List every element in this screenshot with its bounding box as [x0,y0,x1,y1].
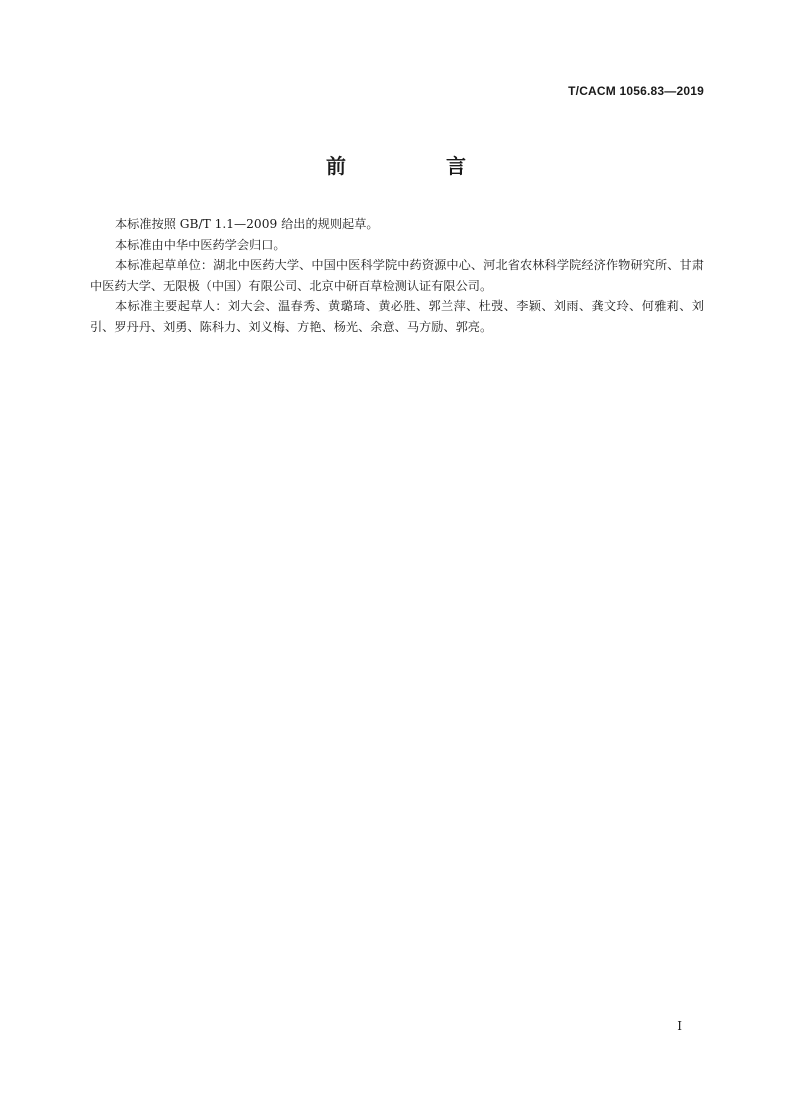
foreword-body [90,214,704,337]
page-number: I [677,1019,682,1033]
paragraph-drafting-rules: 本标准按照 GB/T 1.1—2009 给出的规则起草。 [115,217,379,231]
standard-code: T/CACM 1056.83—2019 [568,84,704,98]
page-title: 前 言 [326,154,506,178]
paragraph-administrator: 本标准由中华中医药学会归口。 [115,237,286,252]
paragraph-drafters: 本标准主要起草人：刘大会、温春秀、黄璐琦、黄必胜、郭兰萍、杜弢、李颖、刘雨、龚文玲、何雅莉、刘引、罗丹丹、刘勇、陈科力、刘义梅、方艳、杨光、余意、马方励、郭亮。 [90,299,704,334]
paragraph-drafting-units: 本标准起草单位：湖北中医药大学、中国中医科学院中药资源中心、河北省农林科学院经济作物研究所、甘肃中医药大学、无限极（中国）有限公司、北京中研百草检测认证有限公司。 [90,258,704,293]
